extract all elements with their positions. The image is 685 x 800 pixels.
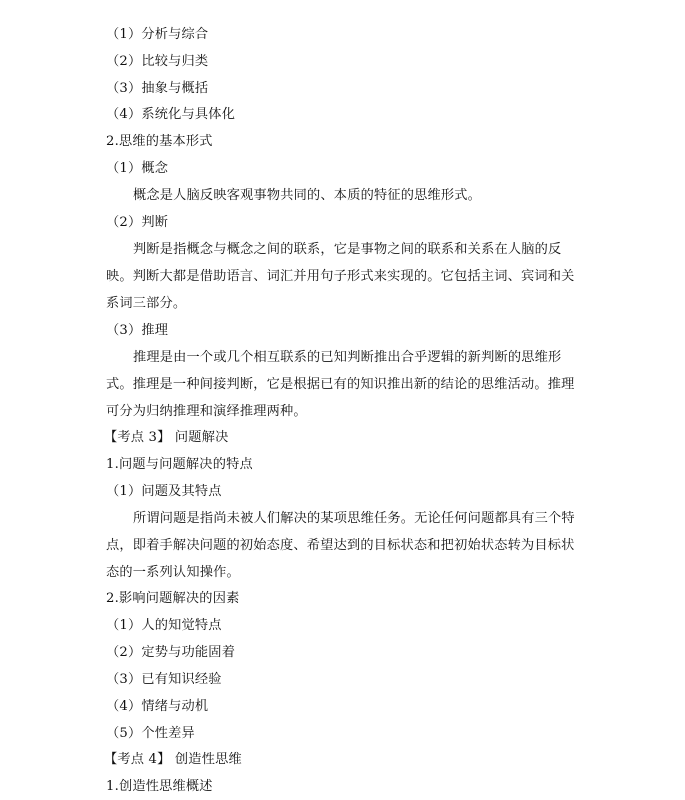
list-item: （3）抽象与概括 bbox=[106, 81, 209, 96]
paragraph-line: 映。判断大都是借助语言、词汇并用句子形式来实现的。它包括主词、宾词和关 bbox=[106, 269, 575, 284]
paragraph-line: 可分为归纳推理和演绎推理两种。 bbox=[106, 404, 307, 419]
list-item: （4）情绪与动机 bbox=[106, 699, 209, 714]
paragraph-line: 所谓问题是指尚未被人们解决的某项思维任务。无论任何问题都具有三个特 bbox=[133, 511, 575, 526]
subsection-heading: （1）概念 bbox=[106, 161, 169, 176]
paragraph-line: 态的一系列认知操作。 bbox=[106, 565, 240, 580]
list-item: （2）比较与归类 bbox=[106, 54, 209, 69]
paragraph-line: 判断是指概念与概念之间的联系，它是事物之间的联系和关系在人脑的反 bbox=[133, 242, 562, 257]
section-heading: 1.创造性思维概述 bbox=[106, 779, 213, 794]
subsection-heading: （1）问题及其特点 bbox=[106, 484, 222, 499]
subsection-heading: （3）推理 bbox=[106, 323, 169, 338]
subsection-heading: （2）判断 bbox=[106, 215, 169, 230]
list-item: （5）个性差异 bbox=[106, 726, 195, 741]
list-item: （4）系统化与具体化 bbox=[106, 107, 236, 122]
list-item: （1）人的知觉特点 bbox=[106, 618, 222, 633]
paragraph-line: 概念是人脑反映客观事物共同的、本质的特征的思维形式。 bbox=[133, 188, 482, 203]
kaodian-heading: 【考点 4】 创造性思维 bbox=[104, 752, 242, 767]
section-heading: 2.思维的基本形式 bbox=[106, 134, 213, 149]
list-item: （3）已有知识经验 bbox=[106, 672, 222, 687]
paragraph-line: 系词三部分。 bbox=[106, 296, 187, 311]
kaodian-heading: 【考点 3】 问题解决 bbox=[104, 430, 229, 445]
paragraph-line: 推理是由一个或几个相互联系的已知判断推出合乎逻辑的新判断的思维形 bbox=[133, 350, 562, 365]
paragraph-line: 点，即着手解决问题的初始态度、希望达到的目标状态和把初始状态转为目标状 bbox=[106, 538, 575, 553]
section-heading: 1.问题与问题解决的特点 bbox=[106, 457, 253, 472]
paragraph-line: 式。推理是一种间接判断，它是根据已有的知识推出新的结论的思维活动。推理 bbox=[106, 377, 575, 392]
section-heading: 2.影响问题解决的因素 bbox=[106, 591, 240, 606]
list-item: （2）定势与功能固着 bbox=[106, 645, 236, 660]
list-item: （1）分析与综合 bbox=[106, 27, 209, 42]
